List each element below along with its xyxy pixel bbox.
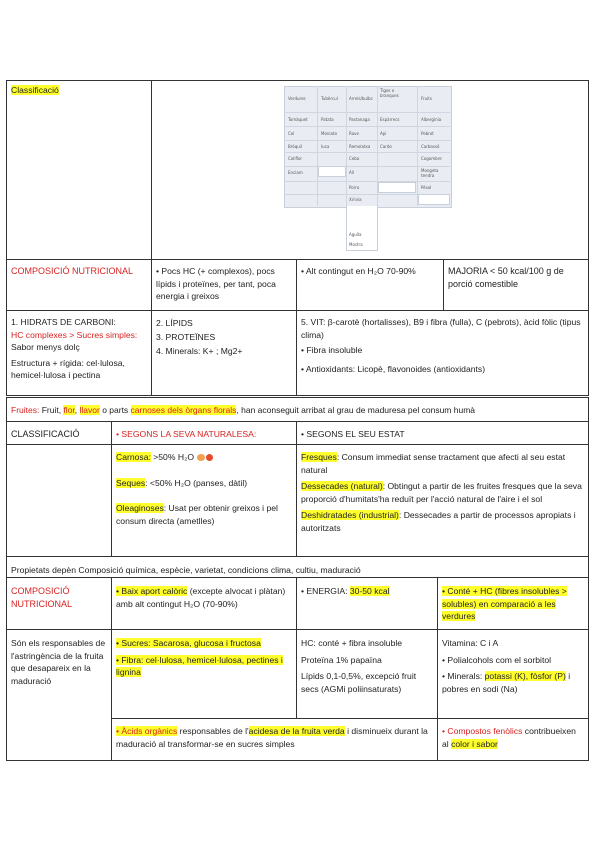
pocs-hc-text: • Pocs HC (+ complexos), pocs lípids i proteïnes, per tant, poca energia i greixos: [156, 266, 276, 301]
energia-label: • ENERGIA:: [301, 586, 350, 596]
o-parts-text: o parts: [99, 405, 131, 415]
fruites-text: Fruit,: [39, 405, 64, 415]
classificacio-cell: [7, 81, 150, 100]
energia-value: 30-50 kcal: [349, 586, 390, 596]
oleaginoses-text: : Usat per obtenir greixos i pel consum directa (ametlles): [116, 503, 278, 526]
mini-cell: Espàrrecs: [380, 117, 400, 122]
vitamina-cell: [438, 634, 588, 698]
acids-cell: [112, 722, 436, 753]
hidrats-heading: 1. HIDRATS DE CARBONI:: [11, 317, 116, 327]
mini-cell: Mongeta tendra: [421, 168, 439, 178]
mini-cell: Cogombre: [421, 156, 442, 161]
mini-cell: Porro: [349, 185, 360, 190]
baix-aport-label: • Baix aport calòric: [116, 586, 188, 596]
seques-text: : <50% H₂O (panses, dàtil): [145, 477, 248, 488]
baix-aport-cell: [112, 582, 295, 613]
vitamina-text: Vitamina: C i A: [442, 638, 499, 648]
minerals-text: 4. Minerals: K+ ; Mg2+: [156, 346, 243, 356]
llavor-text: llavor: [79, 405, 100, 415]
oleaginoses-label: Oleaginoses: [116, 503, 164, 513]
fruites-label: Fruites:: [11, 405, 40, 415]
minerals-rest: i pobres en sodi (Na): [442, 671, 571, 694]
mini-header-3: Arrels/bulbs: [349, 96, 373, 101]
segons-naturalesa-heading: • SEGONS LA SEVA NATURALESA:: [116, 429, 257, 439]
dessecades-text: : Obtingut a partir de les fruites fresques que la seva proporció d'humitats'ha reduït per l'acció natural de l'aire i el sol: [301, 481, 582, 504]
mini-header-4: Tiges o branques: [380, 88, 399, 98]
mini-cell: Tomàquet: [288, 117, 308, 122]
compostos-label: • Compostos fenòlics: [442, 726, 523, 736]
fruit-icon: [206, 454, 213, 461]
mini-cell: Api: [380, 131, 387, 136]
acids-text-b: i disminueix durant la maduració al transformar-se en sucres simples: [116, 726, 428, 749]
mini-cell: Xirivia: [349, 197, 362, 202]
fresques-label: Fresques: [301, 452, 337, 462]
seques-label: Seques: [116, 477, 146, 488]
fresques-text: : Consum immediat sense tractament que afecti al seu estat natural: [301, 452, 566, 475]
deshidratades-label: Deshidratades (industrial): [301, 510, 399, 520]
classification-table-image: [284, 86, 452, 250]
compostos-cell: [438, 722, 588, 753]
estat-cell: [297, 448, 587, 537]
energia-cell: [297, 582, 436, 601]
composicio-nutricional-label-2: COMPOSICIÓ NUTRICIONAL: [11, 586, 73, 609]
compostos-highlight: color i sabor: [451, 738, 498, 749]
mini-cell: Bròquil: [288, 144, 303, 149]
mini-cell: Col: [288, 131, 295, 136]
naturalesa-cell: [112, 448, 295, 530]
fibra-text: • Fibra: cel·lulosa, hemicel·lulosa, pectines i lignina: [116, 654, 283, 677]
lipids-cell: [152, 313, 295, 361]
baix-aport-text: (excepte alvocat i plàtan) amb alt contingut H₂O (70-90%): [116, 586, 286, 609]
lipids-text: 2. LÍPIDS: [156, 318, 193, 328]
compostos-text: contribueixen al: [442, 726, 576, 749]
classificacio-heading: CLASSIFICACIÓ: [11, 429, 80, 439]
vit-cell: [297, 313, 588, 378]
composicio-nutricional-label: COMPOSICIÓ NUTRICIONAL: [11, 266, 134, 276]
hidrats-cell: [7, 313, 150, 385]
deshidratades-text: : Dessecades a partir de processos apropiats i autoritzats: [301, 510, 576, 533]
alt-contingut-text: • Alt contingut en H₂O 70-90%: [301, 266, 416, 276]
mini-cell: Patata: [321, 117, 334, 122]
mini-cell: Enciam: [288, 170, 303, 175]
carnosa-label: Carnosa:: [116, 452, 151, 462]
fruites-rest-text: , han aconseguit arribat al grau de maduresa pel consum humà: [236, 405, 476, 415]
fruites-definition: [7, 401, 587, 420]
conte-hc-text: • Conté + HC (fibres insolubles > solubles) en comparació a les verdures: [442, 586, 567, 621]
mini-cell: Albergínia: [421, 117, 442, 122]
mini-cell: Pèsol: [421, 185, 432, 190]
dessecades-label: Dessecades (natural): [301, 481, 383, 491]
antioxidants-text: • Antioxidants: Licopè, flavonoides (antioxidants): [301, 363, 486, 374]
mini-cell: Pastanaga: [349, 117, 370, 122]
vit-text: 5. VIT: β-carotè (hortalisses), B9 i fibra (fulla), C (pebrots), àcid fòlic (tipus clima): [301, 317, 581, 340]
conte-hc-cell: [438, 582, 588, 626]
comma-text: ,: [74, 405, 80, 415]
acids-highlight: acidesa de la fruita verda: [248, 726, 345, 736]
polialcohols-text: • Polialcohols com el sorbitol: [442, 654, 552, 665]
acids-label: • Àcids orgànics: [116, 726, 178, 736]
mini-cell: Cardo: [380, 144, 392, 149]
carnoses-text: carnoses dels òrgans florals: [130, 405, 237, 415]
estructura-text: Estructura + rígida: cel·lulosa, hemicel·lulosa i pectina: [11, 357, 125, 380]
majoria-text: MAJORIA < 50 kcal/100 g de porció comestible: [448, 266, 564, 289]
mini-cell: Ceba: [349, 156, 360, 161]
hc-complexes-text: HC complexes > Sucres simples:: [11, 329, 138, 340]
classificacio-label: Classificació: [11, 85, 59, 95]
mini-cell: Agulla: [349, 232, 362, 237]
mini-cell: Pebrot: [421, 131, 434, 136]
minerals-highlight: potassi (K), fòsfor (P): [484, 671, 566, 681]
minerals-label: • Minerals:: [442, 671, 485, 681]
mini-header-1: Verdures: [288, 96, 306, 101]
fruit-icon: [197, 454, 205, 461]
sucres-fibra-cell: [112, 634, 295, 682]
mini-cell: Iuca: [321, 144, 330, 149]
son-els-text: Són els responsables de l'astringència de la fruita que desapareix en la maduració: [11, 638, 106, 686]
mini-header-5: Fruits: [421, 96, 432, 101]
flor-text: flor: [63, 405, 75, 415]
mini-cell: Carbassó: [421, 144, 440, 149]
mini-cell: Rave: [349, 131, 359, 136]
mini-header-2: Tubèrcul: [321, 96, 338, 101]
sabor-text: Sabor menys dolç: [11, 342, 80, 352]
hc-conte-text: HC: conté + fibra insoluble: [301, 638, 403, 648]
proteines-text: 3. PROTEÏNES: [156, 332, 216, 342]
segons-estat-heading: • SEGONS EL SEU ESTAT: [301, 429, 405, 439]
acids-text-a: responsables de l': [177, 726, 249, 736]
mini-cell: All: [349, 170, 354, 175]
hc-cell: [297, 634, 436, 698]
carnosa-text: >50% H₂O: [150, 452, 195, 462]
mini-cell: Remolatxa: [349, 144, 371, 149]
fibra-insoluble-text: • Fibra insoluble: [301, 345, 363, 355]
lipids-fruit-text: Lípids 0,1-0,5%, excepció fruit secs (AGMi poliinsaturats): [301, 671, 417, 694]
mini-cell: Moniato: [321, 131, 338, 136]
mini-cell: Mostra: [349, 242, 363, 247]
proteina-text: Proteïna 1% papaïna: [301, 654, 382, 665]
mini-cell: Coliflor: [288, 156, 303, 161]
sucres-text: • Sucres: Sacarosa, glucosa i fructosa: [116, 638, 261, 648]
propietats-text: Propietats depèn Composició química, espècie, varietat, condicions clima, cultiu, maduració: [11, 565, 361, 575]
